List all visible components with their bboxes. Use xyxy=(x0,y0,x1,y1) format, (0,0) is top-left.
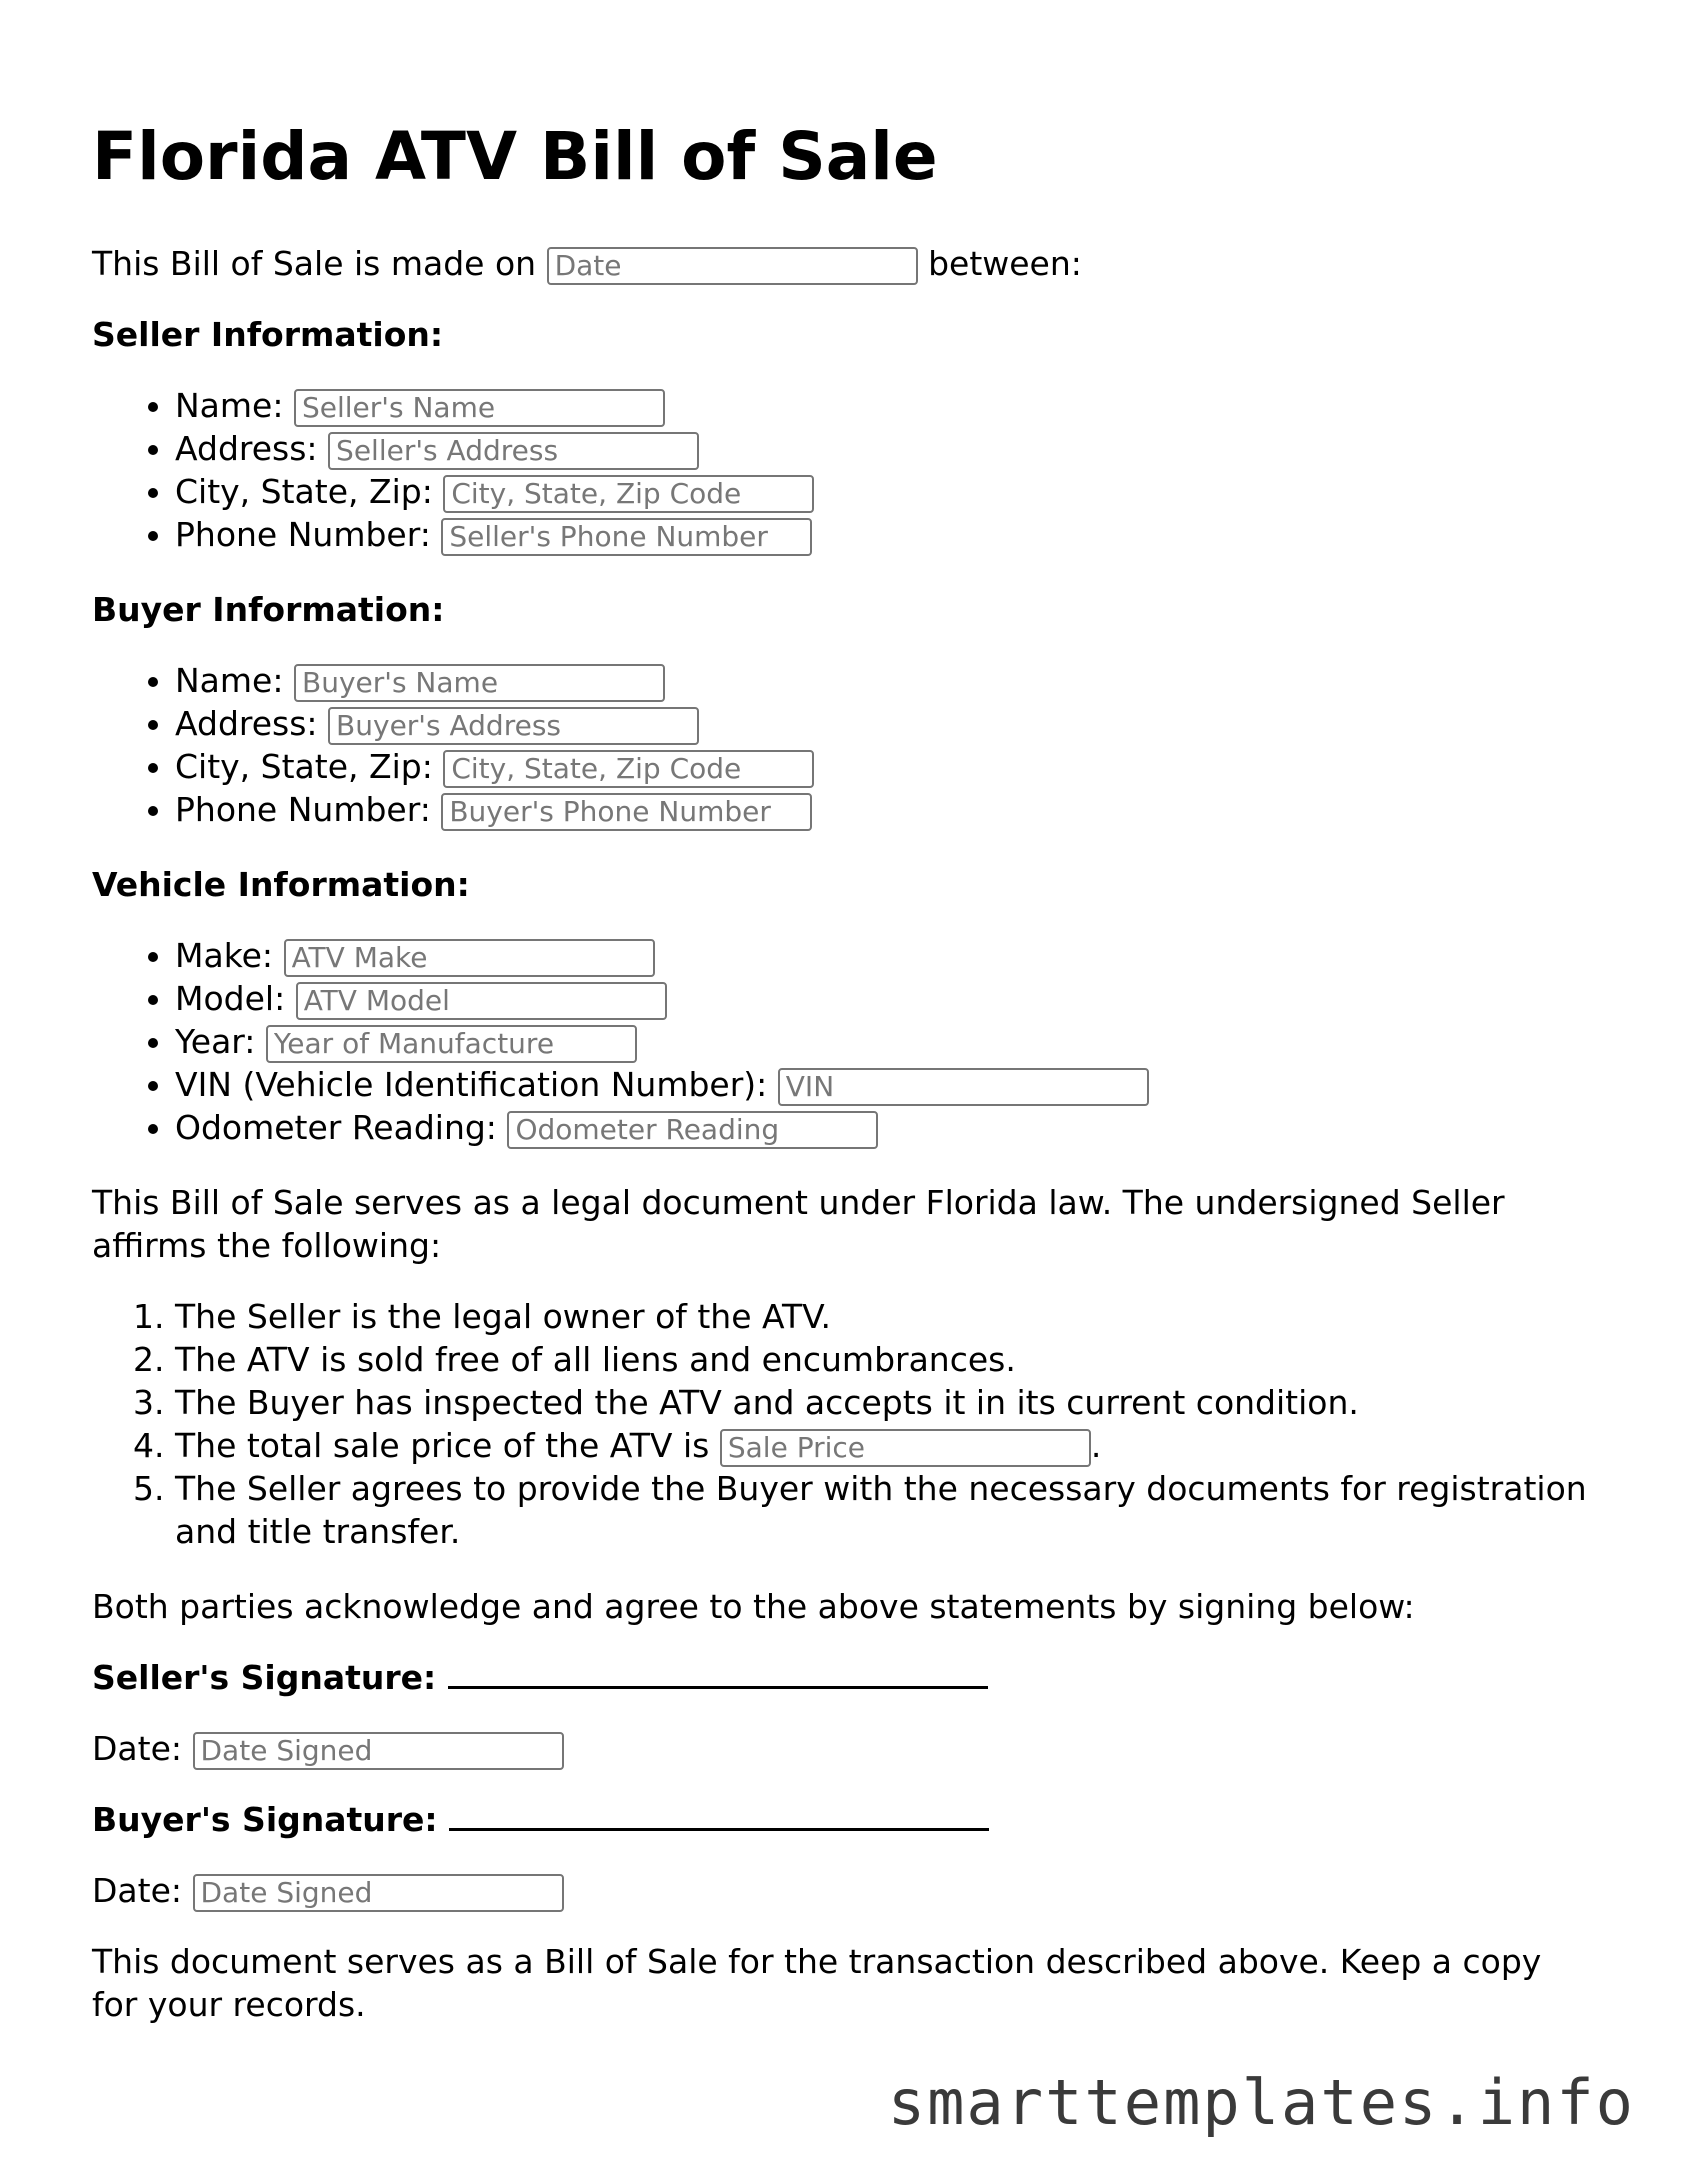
vehicle-model-label: Model: xyxy=(175,979,286,1018)
vehicle-model-input[interactable] xyxy=(296,982,667,1020)
list-item xyxy=(175,788,1592,831)
vehicle-make-label: Make: xyxy=(175,936,274,975)
list-item xyxy=(175,977,1592,1020)
closing-text: This document serves as a Bill of Sale for the transaction described above. Keep a copy for your records. xyxy=(92,1942,1542,2024)
vehicle-section-heading: Vehicle Information: xyxy=(92,865,470,904)
vehicle-year-input[interactable] xyxy=(266,1025,637,1063)
seller-date-label: Date: xyxy=(92,1729,182,1768)
seller-city-label: City, State, Zip: xyxy=(175,472,433,511)
seller-city-input[interactable] xyxy=(443,475,814,513)
sale-price-suffix: . xyxy=(1090,1426,1102,1465)
sale-date-input[interactable] xyxy=(547,247,918,285)
watermark: smarttemplates.info xyxy=(887,2066,1635,2139)
affirmation-item: 3. The Buyer has inspected the ATV and accepts it in its current condition. xyxy=(175,1381,1592,1424)
seller-address-label: Address: xyxy=(175,429,318,468)
list-item xyxy=(175,934,1592,977)
buyer-date-signed-input[interactable] xyxy=(193,1874,564,1912)
bill-of-sale-document xyxy=(92,112,1592,2054)
affirmation-list xyxy=(92,1295,1592,1553)
seller-date-signed-input[interactable] xyxy=(193,1732,564,1770)
sale-price-input[interactable] xyxy=(720,1429,1091,1467)
intro-line xyxy=(92,242,1592,285)
list-item xyxy=(175,1020,1592,1063)
buyer-phone-input[interactable] xyxy=(441,793,812,831)
vehicle-year-label: Year: xyxy=(175,1022,256,1061)
seller-name-input[interactable] xyxy=(294,389,665,427)
seller-date-row xyxy=(92,1727,1592,1770)
buyer-address-label: Address: xyxy=(175,704,318,743)
buyer-name-label: Name: xyxy=(175,661,284,700)
affirmation-item-sale-price xyxy=(175,1424,1592,1467)
seller-address-input[interactable] xyxy=(328,432,699,470)
seller-signature-line xyxy=(448,1656,988,1689)
vehicle-vin-input[interactable] xyxy=(778,1068,1149,1106)
list-item xyxy=(175,659,1592,702)
affirmation-item: 1. The Seller is the legal owner of the ATV. xyxy=(175,1295,1592,1338)
buyer-section-heading: Buyer Information: xyxy=(92,590,445,629)
buyer-date-label: Date: xyxy=(92,1871,182,1910)
seller-field-list xyxy=(92,384,1592,556)
page-title: Florida ATV Bill of Sale xyxy=(92,118,938,195)
list-item xyxy=(175,427,1592,470)
list-item xyxy=(175,1106,1592,1149)
seller-name-label: Name: xyxy=(175,386,284,425)
buyer-phone-label: Phone Number: xyxy=(175,790,431,829)
vehicle-odometer-label: Odometer Reading: xyxy=(175,1108,497,1147)
buyer-signature-row xyxy=(92,1798,1592,1841)
affirmation-item: 2. The ATV is sold free of all liens and encumbrances. xyxy=(175,1338,1592,1381)
buyer-name-input[interactable] xyxy=(294,664,665,702)
affirmation-item: 5. The Seller agrees to provide the Buyer with the necessary documents for registration and title transfer. xyxy=(175,1467,1592,1553)
acknowledgement-text: Both parties acknowledge and agree to the above statements by signing below: xyxy=(92,1587,1415,1626)
buyer-signature-label: Buyer's Signature: xyxy=(92,1800,438,1839)
list-item xyxy=(175,384,1592,427)
seller-signature-label: Seller's Signature: xyxy=(92,1658,437,1697)
intro-prefix: This Bill of Sale is made on xyxy=(92,244,537,283)
list-item xyxy=(175,1063,1592,1106)
sale-price-prefix: The total sale price of the ATV is xyxy=(175,1426,710,1465)
vehicle-odometer-input[interactable] xyxy=(507,1111,878,1149)
seller-section-heading: Seller Information: xyxy=(92,315,444,354)
vehicle-make-input[interactable] xyxy=(284,939,655,977)
list-item xyxy=(175,702,1592,745)
buyer-address-input[interactable] xyxy=(328,707,699,745)
buyer-city-label: City, State, Zip: xyxy=(175,747,433,786)
vehicle-vin-label: VIN (Vehicle Identification Number): xyxy=(175,1065,768,1104)
buyer-date-row xyxy=(92,1869,1592,1912)
list-item xyxy=(175,745,1592,788)
legal-paragraph: This Bill of Sale serves as a legal document under Florida law. The undersigned Seller affirms the following: xyxy=(92,1183,1505,1265)
intro-suffix: between: xyxy=(928,244,1082,283)
buyer-signature-line xyxy=(449,1798,989,1831)
seller-signature-row xyxy=(92,1656,1592,1699)
list-item xyxy=(175,470,1592,513)
seller-phone-input[interactable] xyxy=(441,518,812,556)
list-item xyxy=(175,513,1592,556)
buyer-city-input[interactable] xyxy=(443,750,814,788)
seller-phone-label: Phone Number: xyxy=(175,515,431,554)
buyer-field-list xyxy=(92,659,1592,831)
vehicle-field-list xyxy=(92,934,1592,1149)
